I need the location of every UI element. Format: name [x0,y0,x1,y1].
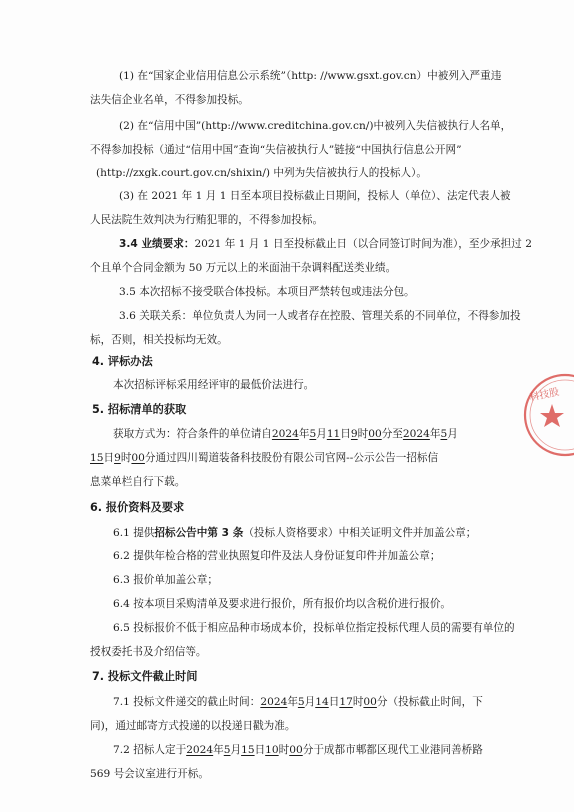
section-5-suffix: 分通过四川蜀道装备科技股份有限公司官网--公示公告一招标信 [144,452,439,464]
section-6-item-4: 6.4 按本项目采购清单及要求进行报价，所有报价均以含税价进行报价。 [113,598,452,610]
hour-unit-3: 时 [352,696,364,708]
item-7-2-suffix: 分于成都市郫都区现代工业港同善桥路 [302,744,483,756]
end-month: 5 [440,428,448,440]
deadline-minute: 00 [363,696,377,708]
deadline-hour: 17 [339,696,353,708]
section-4-text: 本次招标评标采用经评审的最低价法进行。 [113,379,315,391]
hour-unit: 时 [357,428,369,440]
credit-item-2-line-2: 不得参加投标（通过“信用中国”查询“失信被执行人”链接“中国执行信息公开网” [90,144,462,156]
section-7-item-1-line-1 [113,695,483,709]
credit-item-3-line-2: 人民法院生效判决为行贿犯罪的，不得参加投标。 [90,214,324,226]
seal-star-icon [540,404,564,427]
item-7-2-prefix: 7.2 招标人定于 [113,744,187,756]
item-6-1-bold: 招标公告中第 3 条 [154,527,244,539]
section-5-line-2 [90,451,438,465]
month-unit: 月 [316,428,327,440]
section-6-item-2: 6.2 提供年检合格的营业执照复印件及法人身份证复印件并加盖公章； [113,550,441,562]
section-5-heading: 5. 招标清单的获取 [92,403,187,416]
start-day: 11 [326,428,341,440]
section-7-item-2-line-2: 569 号会议室进行开标。 [90,768,209,780]
end-minute: 00 [131,452,145,464]
section-5-prefix: 获取方式为：符合条件的单位请自 [113,428,272,440]
end-hour: 9 [114,452,121,464]
item-6-1-suffix: （投标人资格要求）中相关证明文件并加盖公章； [243,527,477,539]
company-seal [522,372,574,458]
credit-item-2-line-3: (http://zxgk.court.gov.cn/shixin/) 中列为失信被执行人的投标人）。 [96,167,427,179]
deadline-day: 14 [315,696,329,708]
hour-unit-4: 时 [278,744,290,756]
section-6-item-1 [113,526,476,540]
opening-year: 2024 [186,744,214,756]
seal-text: 科技股 [528,386,561,404]
performance-label: 3.4 业绩要求： [119,238,195,250]
section-7-item-2-line-1 [113,743,483,757]
year-unit-4: 年 [213,744,224,756]
year-unit-3: 年 [287,696,298,708]
rule-3-6-line-2: 标，否则，相关投标均无效。 [90,334,228,346]
month-unit-3: 月 [304,696,316,708]
section-4-heading: 4. 评标办法 [92,355,153,368]
hour-unit-2: 时 [120,452,132,464]
section-7-item-1-line-2: 同)，通过邮寄方式投递的以投递日戳为准。 [90,720,296,732]
minute-to-unit: 分至 [381,428,403,440]
day-unit: 日 [340,428,351,440]
section-5-line-1 [113,427,458,441]
start-hour: 9 [350,428,358,440]
credit-item-2-line-1: (2) 在“信用中国”(http://www.creditchina.gov.cn/)中被列入失信被执行人名单， [119,120,512,132]
rule-3-6-line-1: 3.6 关联关系：单位负责人为同一人或者存在控股、管理关系的不同单位，不得参加投 [119,310,521,322]
section-6-item-3: 6.3 报价单加盖公章； [113,574,218,586]
end-day: 15 [90,452,104,464]
section-7-heading: 7. 投标文件截止时间 [92,670,198,683]
section-6-item-5-line-2: 授权委托书及介绍信等。 [90,646,207,658]
deadline-year: 2024 [260,696,288,708]
performance-line-2: 个且单个合同金额为 50 万元以上的米面油干杂调料配送类业绩。 [90,262,397,274]
item-7-1-prefix: 7.1 投标文件递交的截止时间： [113,696,261,708]
day-unit-3: 日 [328,696,340,708]
year-unit-2: 年 [429,428,441,440]
credit-item-1-line-2: 法失信企业名单，不得参加投标。 [90,94,249,106]
start-month: 5 [309,428,317,440]
performance-line-1 [119,237,532,251]
start-minute: 00 [368,428,382,440]
section-6-heading: 6. 报价资料及要求 [90,501,185,514]
day-unit-4: 日 [254,744,266,756]
opening-hour: 10 [265,744,279,756]
end-year: 2024 [402,428,430,440]
opening-day: 15 [241,744,255,756]
section-5-line-3: 息菜单栏自行下载。 [90,476,186,488]
credit-item-3-line-1: (3) 在 2021 年 1 月 1 日至本项目投标截止日期间，投标人（单位）、法定代表人被 [119,190,511,202]
rule-3-5: 3.5 本次招标不接受联合体投标。本项目严禁转包或违法分包。 [119,286,415,298]
month-unit-2: 月 [447,428,458,440]
section-6-item-5-line-1: 6.5 投标报价不低于相应品种市场成本价，投标单位指定投标代理人员的需要有单位的 [113,622,515,634]
month-unit-4: 月 [230,744,242,756]
year-unit: 年 [298,428,310,440]
start-year: 2024 [271,428,299,440]
deadline-month: 5 [297,696,305,708]
credit-item-1-line-1: (1) 在“国家企业信用信息公示系统”（http: //www.gsxt.gov.cn）中被列入严重违 [119,70,502,82]
performance-text-1: 2021 年 1 月 1 日至投标截止日（以合同签订时间为准），至少承担过 2 [194,238,532,250]
item-6-1-prefix: 6.1 提供 [113,527,155,539]
opening-minute: 00 [289,744,303,756]
day-unit-2: 日 [103,452,115,464]
opening-month: 5 [223,744,231,756]
item-7-1-suffix: 分（投标截止时间，下 [376,696,483,708]
